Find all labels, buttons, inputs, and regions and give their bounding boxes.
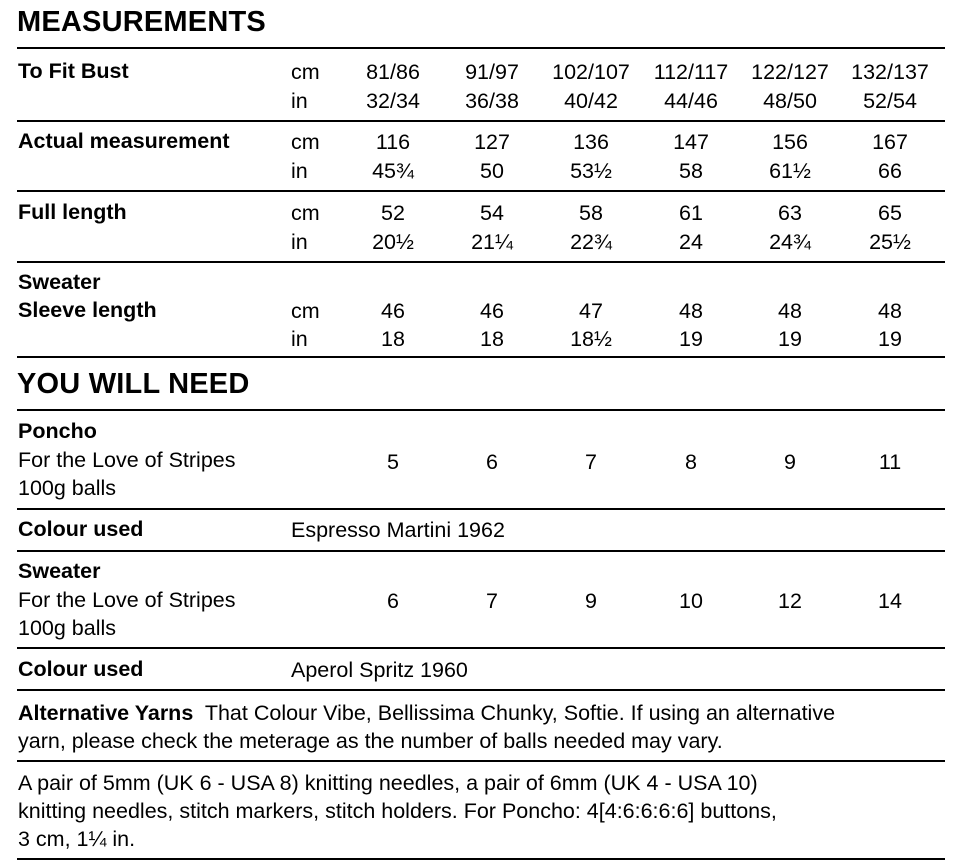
actual-cm-6: 167 [872,130,908,154]
row-label-sweater: Sweater [18,270,101,294]
actual-in-3: 53½ [570,159,612,183]
divider [17,508,945,510]
poncho-colour-value: Espresso Martini 1962 [291,518,505,542]
divider [17,120,945,122]
row-label-sleeve-length: Sleeve length [18,298,157,322]
length-cm-3: 58 [579,201,603,225]
poncho-balls-4: 8 [685,450,697,474]
divider [17,550,945,552]
actual-in-4: 58 [679,159,703,183]
alternative-yarns-line1 [18,701,835,726]
sweater-balls-5: 12 [778,589,802,613]
unit-in: in [291,327,308,351]
sleeve-in-4: 19 [679,327,703,351]
bust-cm-6: 132/137 [851,60,929,84]
sleeve-cm-4: 48 [679,299,703,323]
unit-cm: cm [291,60,320,84]
divider [17,261,945,263]
sweater-balls-4: 10 [679,589,703,613]
actual-cm-5: 156 [772,130,808,154]
row-label-full-length: Full length [18,200,127,224]
divider [17,356,945,358]
bust-in-1: 32/34 [366,89,420,113]
actual-in-1: 45¾ [372,159,414,183]
unit-in: in [291,159,308,183]
poncho-balls-2: 6 [486,450,498,474]
bust-cm-1: 81/86 [366,60,420,84]
sweater-balls-2: 7 [486,589,498,613]
unit-cm: cm [291,130,320,154]
divider [17,689,945,691]
poncho-heading: Poncho [18,419,97,443]
bust-in-6: 52/54 [863,89,917,113]
poncho-balls-6: 11 [878,450,902,474]
unit-in: in [291,89,308,113]
length-in-1: 20½ [372,230,414,254]
unit-cm: cm [291,201,320,225]
length-cm-5: 63 [778,201,802,225]
actual-cm-4: 147 [673,130,709,154]
sleeve-cm-3: 47 [579,299,603,323]
sleeve-cm-2: 46 [480,299,504,323]
divider [17,858,945,860]
sweater-colour-label: Colour used [18,657,144,681]
poncho-yarn: For the Love of Stripes [18,448,236,472]
sweater-ball-weight: 100g balls [18,616,117,640]
actual-in-6: 66 [878,159,902,183]
length-in-3: 22¾ [570,230,612,254]
sleeve-in-6: 19 [878,327,902,351]
unit-in: in [291,230,308,254]
bust-in-3: 40/42 [564,89,618,113]
length-cm-1: 52 [381,201,405,225]
sweater-balls-6: 14 [878,589,902,613]
divider [17,647,945,649]
actual-in-2: 50 [480,159,504,183]
actual-cm-1: 116 [375,130,411,154]
poncho-balls-1: 5 [387,450,399,474]
alternative-yarns-text: That Colour Vibe, Bellissima Chunky, Softie. If using an alternative [204,701,836,725]
bust-cm-3: 102/107 [552,60,630,84]
unit-cm: cm [291,299,320,323]
bust-in-5: 48/50 [763,89,817,113]
sleeve-in-1: 18 [381,327,405,351]
divider [17,190,945,192]
bust-cm-4: 112/117 [653,60,729,84]
needles-line1: A pair of 5mm (UK 6 - USA 8) knitting needles, a pair of 6mm (UK 4 - USA 10) [18,771,758,795]
poncho-ball-weight: 100g balls [18,476,117,500]
alternative-yarns-label: Alternative Yarns [18,701,194,725]
measurements-title: MEASUREMENTS [17,6,266,38]
poncho-colour-label: Colour used [18,517,144,541]
needles-line3: 3 cm, 1¼ in. [18,827,136,851]
divider [17,47,945,49]
sweater-balls-1: 6 [387,589,399,613]
length-in-2: 21¼ [471,230,513,254]
alternative-yarns-line2: yarn, please check the meterage as the number of balls needed may vary. [18,729,723,753]
row-label-bust: To Fit Bust [18,59,129,83]
poncho-balls-5: 9 [784,450,796,474]
length-cm-2: 54 [480,201,504,225]
length-cm-4: 61 [679,201,703,225]
actual-cm-3: 136 [573,130,609,154]
bust-cm-5: 122/127 [751,60,829,84]
sleeve-in-2: 18 [480,327,504,351]
bust-in-4: 44/46 [664,89,718,113]
actual-in-5: 61½ [769,159,811,183]
sweater-balls-3: 9 [585,589,597,613]
length-cm-6: 65 [878,201,902,225]
row-label-actual: Actual measurement [18,129,230,153]
sleeve-in-3: 18½ [570,327,612,351]
sleeve-cm-5: 48 [778,299,802,323]
you-will-need-title: YOU WILL NEED [17,368,250,400]
sleeve-cm-6: 48 [878,299,902,323]
divider [17,760,945,762]
length-in-6: 25½ [869,230,911,254]
sweater-colour-value: Aperol Spritz 1960 [291,658,468,682]
actual-cm-2: 127 [474,130,510,154]
sleeve-in-5: 19 [778,327,802,351]
bust-cm-2: 91/97 [465,60,519,84]
bust-in-2: 36/38 [465,89,519,113]
sweater-yarn: For the Love of Stripes [18,588,236,612]
sleeve-cm-1: 46 [381,299,405,323]
sweater-heading: Sweater [18,559,101,583]
divider [17,409,945,411]
length-in-5: 24¾ [769,230,811,254]
poncho-balls-3: 7 [585,450,597,474]
needles-line2: knitting needles, stitch markers, stitch holders. For Poncho: 4[4:6:6:6:6] buttons, [18,799,777,823]
length-in-4: 24 [679,230,703,254]
